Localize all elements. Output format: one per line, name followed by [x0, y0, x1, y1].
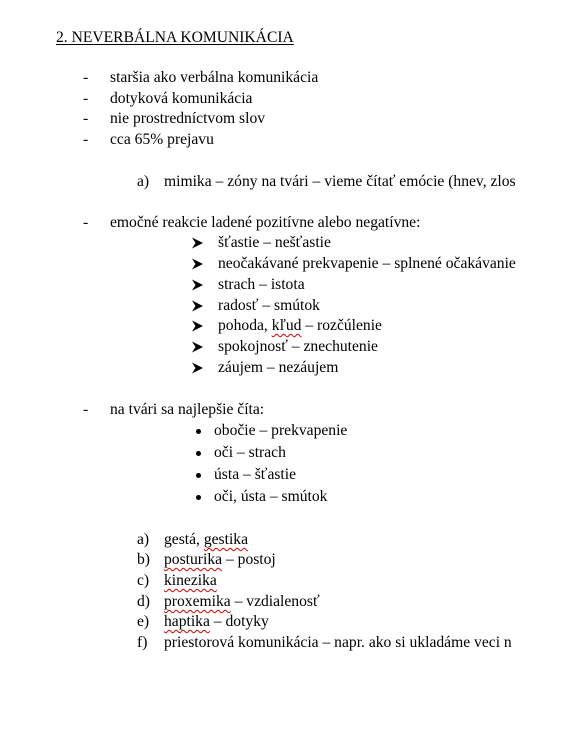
alpha-marker: f) — [137, 634, 148, 651]
list-item: nie prostredníctvom slov — [110, 110, 266, 127]
text-segment: – rozčúlenie — [301, 317, 382, 334]
list-item: záujem – nezáujem — [218, 359, 339, 376]
list-item: oči – strach — [214, 444, 286, 461]
list-item — [218, 316, 382, 336]
arrowhead-bullet-icon — [191, 296, 205, 316]
text-segment: – dotyky — [209, 613, 269, 630]
round-bullet-icon — [196, 421, 204, 441]
mimika-item: mimika – zóny na tvári – vieme čítať emócie (hnev, zlos — [164, 173, 516, 190]
dash-marker: - — [83, 90, 89, 107]
face-heading-item: na tvári sa najlepšie číta: — [110, 401, 265, 418]
dash-marker: - — [83, 131, 89, 148]
list-item — [164, 612, 269, 632]
list-item: radosť – smútok — [218, 297, 320, 314]
list-item: staršia ako verbálna komunikácia — [110, 69, 319, 86]
round-bullet-icon — [196, 443, 204, 463]
spellcheck-flagged-word: gestika — [203, 531, 249, 548]
list-item: obočie – prekvapenie — [214, 422, 348, 439]
arrowhead-bullet-icon — [191, 254, 205, 274]
list-item: cca 65% prejavu — [110, 131, 214, 148]
list-item: strach – istota — [218, 276, 305, 293]
alpha-marker: a) — [137, 531, 150, 548]
text-segment: gestá, — [164, 531, 204, 548]
arrowhead-bullet-icon — [191, 275, 205, 295]
text-segment: – vzdialenosť — [230, 593, 320, 610]
alpha-marker: b) — [137, 551, 150, 568]
list-item — [164, 592, 320, 612]
spellcheck-flagged-word: posturika — [164, 551, 223, 568]
list-item: oči, ústa – smútok — [214, 488, 328, 505]
alpha-marker: a) — [137, 173, 150, 190]
alpha-marker: d) — [137, 593, 150, 610]
dash-marker: - — [83, 69, 89, 86]
alpha-marker: c) — [137, 572, 150, 589]
dash-marker: - — [83, 401, 89, 418]
list-item — [164, 530, 248, 550]
arrowhead-bullet-icon — [191, 337, 205, 357]
spellcheck-flagged-word: haptika — [164, 613, 210, 630]
dash-marker: - — [83, 110, 89, 127]
arrowhead-bullet-icon — [191, 233, 205, 253]
list-item — [164, 550, 276, 570]
list-item: priestorová komunikácia – napr. ako si ukladáme veci n — [164, 634, 512, 651]
spellcheck-flagged-word: kinezika — [164, 572, 217, 589]
spellcheck-flagged-word: proxemika — [164, 593, 231, 610]
list-item: ústa – šťastie — [214, 466, 297, 483]
arrowhead-bullet-icon — [191, 358, 205, 378]
list-item: šťastie – nešťastie — [218, 234, 331, 251]
list-item: dotyková komunikácia — [110, 90, 253, 107]
arrowhead-bullet-icon — [191, 316, 205, 336]
round-bullet-icon — [196, 465, 204, 485]
list-item — [164, 571, 217, 591]
document-heading: 2. NEVERBÁLNA KOMUNIKÁCIA — [56, 29, 294, 46]
text-segment: – postoj — [222, 551, 276, 568]
round-bullet-icon — [196, 487, 204, 507]
dash-marker: - — [83, 214, 89, 231]
emotions-heading-item: emočné reakcie ladené pozitívne alebo negatívne: — [110, 214, 421, 231]
alpha-marker: e) — [137, 613, 150, 630]
spellcheck-flagged-word: kľud — [271, 317, 302, 334]
list-item: spokojnosť – znechutenie — [218, 338, 378, 355]
text-segment: pohoda, — [218, 317, 272, 334]
list-item: neočakávané prekvapenie – splnené očakávanie — [218, 255, 516, 272]
